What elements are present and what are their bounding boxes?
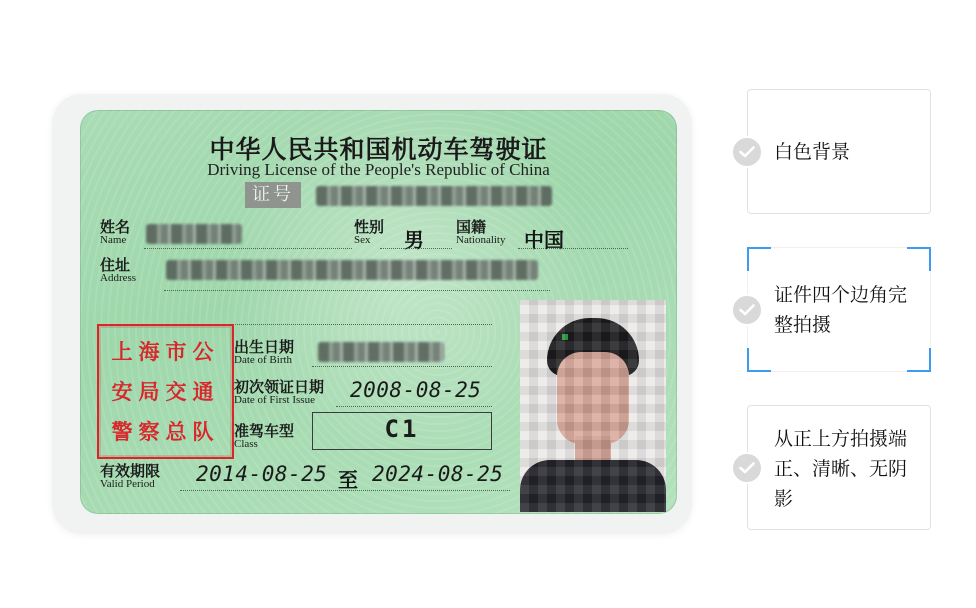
stamp-line-3: 警察总队 [111, 419, 220, 444]
card-title-en: Driving License of the People's Republic of China [207, 160, 550, 179]
valid-to-value: 2024-08-25 [372, 462, 504, 486]
name-value-blurred [146, 224, 242, 244]
dob-dots [312, 366, 492, 367]
first-issue-value: 2008-08-25 [350, 378, 482, 402]
corner-bottom-left [747, 348, 771, 372]
stamp-line-1: 上海市公 [111, 339, 220, 364]
sex-label-en: Sex [354, 234, 371, 246]
valid-period-label-en: Valid Period [100, 478, 155, 490]
first-issue-label: 初次领证日期 [234, 378, 325, 396]
tip-text: 证件四个边角完整拍摄 [774, 284, 908, 336]
valid-period-label: 有效期限 [100, 462, 161, 480]
sex-dots [380, 248, 452, 249]
nationality-dots [518, 248, 628, 249]
first-issue-label-en: Date of First Issue [234, 394, 315, 406]
stamp-line-2: 安局交通 [111, 379, 220, 404]
card-title: 中华人民共和国机动车驾驶证 [209, 135, 548, 164]
id-number-label: 证号 [245, 182, 301, 208]
class-label: 准驾车型 [234, 422, 295, 440]
class-value: C1 [384, 415, 420, 443]
nationality-label-en: Nationality [456, 234, 506, 246]
name-dots [144, 248, 352, 249]
corner-bottom-right [907, 348, 931, 372]
name-label: 姓名 [100, 218, 131, 236]
check-icon [731, 294, 763, 326]
dob-label: 出生日期 [234, 338, 295, 356]
address-dots [164, 290, 550, 291]
name-label-en: Name [100, 234, 127, 246]
id-number-blurred [316, 186, 552, 206]
class-label-en: Class [234, 438, 258, 450]
valid-dots [180, 490, 510, 491]
check-icon [731, 452, 763, 484]
address-value-blurred [166, 260, 538, 280]
nationality-label: 国籍 [456, 218, 487, 236]
dob-value-blurred [318, 342, 444, 362]
address-label: 住址 [100, 256, 131, 274]
check-icon [731, 136, 763, 168]
tip-four-corners [747, 247, 931, 372]
corner-top-left [747, 247, 771, 271]
tip-shoot-from-above [747, 405, 931, 530]
driving-license-card [80, 110, 677, 514]
sex-label: 性别 [354, 218, 385, 236]
police-stamp [97, 324, 234, 459]
valid-separator: 至 [338, 468, 358, 492]
corner-top-right [907, 247, 931, 271]
valid-from-value: 2014-08-25 [196, 462, 328, 486]
address-label-en: Address [100, 272, 137, 284]
sex-value: 男 [404, 228, 424, 252]
class-box [312, 412, 492, 450]
tip-white-background [747, 89, 931, 214]
nationality-value: 中国 [524, 228, 564, 252]
tip-text: 从正上方拍摄端正、清晰、无阴影 [774, 428, 908, 510]
dob-label-en: Date of Birth [234, 354, 293, 366]
first-issue-dots [336, 406, 492, 407]
tip-text: 白色背景 [774, 141, 851, 163]
portrait-photo [520, 300, 666, 512]
